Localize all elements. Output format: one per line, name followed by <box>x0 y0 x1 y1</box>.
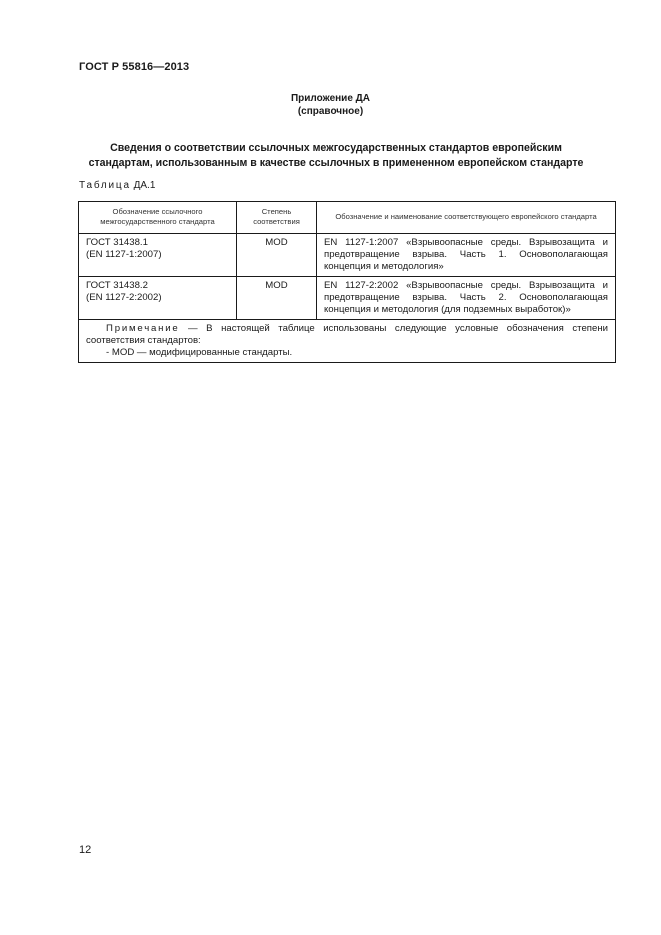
table-row <box>79 234 616 277</box>
table-header-row <box>79 202 616 234</box>
page-number: 12 <box>79 844 92 856</box>
standard-en-reference: (EN 1127-1:2007) <box>86 249 162 260</box>
table-row <box>79 277 616 320</box>
annex-title: Приложение ДА <box>290 93 371 104</box>
note-label: Примечание <box>106 323 180 334</box>
standard-en-reference: (EN 1127-2:2002) <box>86 292 162 303</box>
document-code: ГОСТ Р 55816—2013 <box>79 61 190 73</box>
cell-standard <box>79 234 237 277</box>
cell-european: EN 1127-1:2007 «Взрывоопасные среды. Взрывозащита и предотвращение взрыва. Часть 1. Основополагающая концепция и методология» <box>317 234 616 277</box>
cell-degree: MOD <box>237 234 317 277</box>
note-text: — В настоящей таблице использованы следующие условные обозначения степени соответствия стандартов: <box>86 323 608 346</box>
header-standard: Обозначение ссылочного межгосударственного стандарта <box>79 202 237 234</box>
annex-heading <box>0 92 661 118</box>
table-note-row <box>79 320 616 363</box>
section-title <box>60 141 612 171</box>
cell-degree: MOD <box>237 277 317 320</box>
table-caption-word: Таблица <box>79 180 131 191</box>
annex-subtitle: (справочное) <box>297 106 364 117</box>
cell-standard <box>79 277 237 320</box>
cell-european: EN 1127-2:2002 «Взрывоопасные среды. Взрывозащита и предотвращение взрыва. Часть 2. Основополагающая концепция и методология (для подземных выработок)» <box>317 277 616 320</box>
note-bullet: - MOD — модифицированные стандарты. <box>106 347 293 358</box>
standard-designation: ГОСТ 31438.1 <box>86 237 148 248</box>
header-degree: Степень соответствия <box>237 202 317 234</box>
section-title-line2: стандартам, использованным в качестве ссылочных в примененном европейском стандарте <box>88 157 584 169</box>
table-note <box>79 320 616 363</box>
correspondence-table <box>78 201 616 363</box>
table-caption-number: ДА.1 <box>133 180 156 191</box>
table-caption <box>79 180 155 191</box>
section-title-line1: Сведения о соответствии ссылочных межгосударственных стандартов европейским <box>110 142 562 154</box>
header-european: Обозначение и наименование соответствующего европейского стандарта <box>317 202 616 234</box>
standard-designation: ГОСТ 31438.2 <box>86 280 148 291</box>
